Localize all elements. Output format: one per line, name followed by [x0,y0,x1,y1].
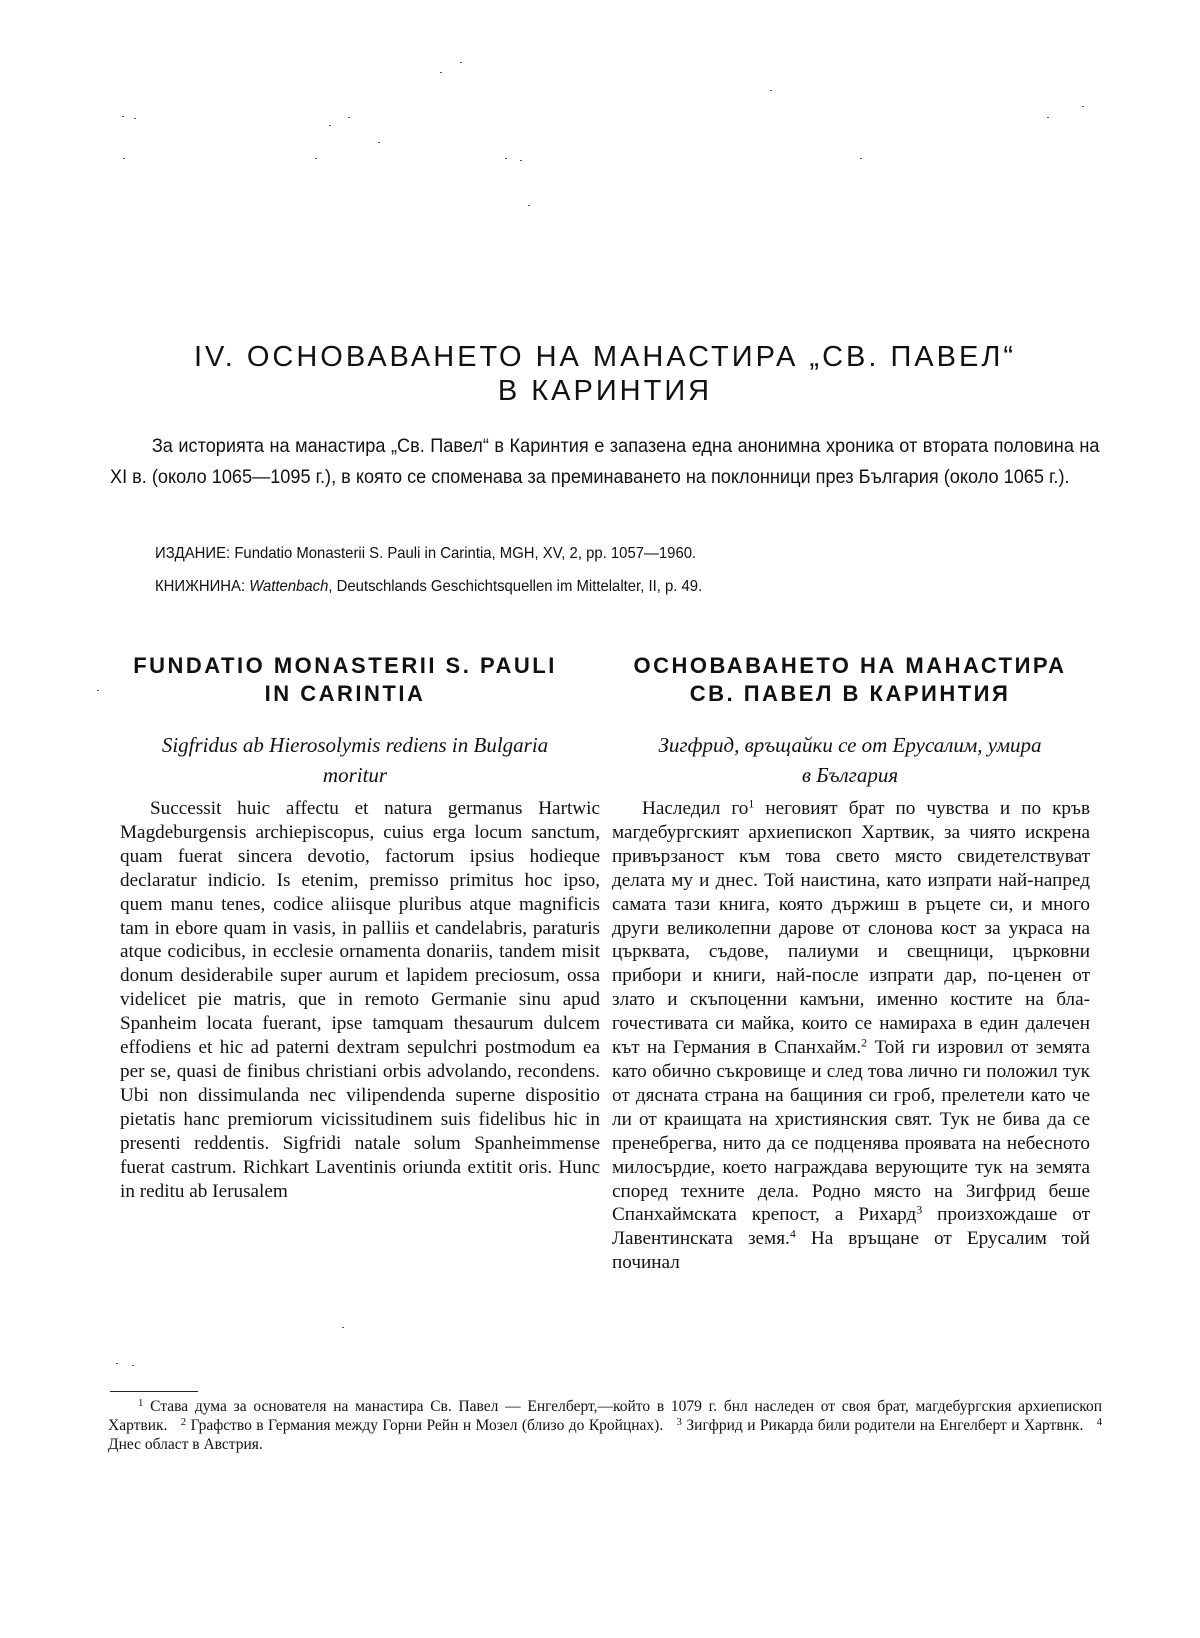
latin-title [100,652,590,708]
bulgarian-body-part: Той ги изровил от земята като обично съкровище и след това лично ги положил тук от дясната страна на бащиния си гроб, прелетели като че ли от краищата на християнския свят. Тук не бива да се пренебрегва, нито да се подценява проявата на небесното милосърдие, което награждава верующите тук на земята според техните дела. Родно място на Зигфрид беше Спанхаймската крепост, а Рихард [612,1037,1090,1226]
scan-speck [860,158,862,159]
literature-label: КНИЖНИНА: [155,578,246,595]
bulgarian-subtitle [605,730,1095,790]
scan-speck [342,1327,344,1328]
latin-title-line2: IN CARINTIA [264,681,426,706]
footnote-ref-2[interactable]: 2 [861,1035,868,1050]
scan-speck [378,142,380,143]
bulgarian-title [605,652,1095,708]
footnote-separator [110,1391,198,1392]
footnote-number: 2 [180,1416,187,1429]
latin-title-line1: FUNDATIO MONASTERII S. PAULI [133,653,557,678]
literature-text: , Deutschlands Geschichtsquellen im Mittelalter, II, p. 49. [328,578,703,595]
footnotes [108,1397,1102,1454]
literature-author: Wattenbach [249,578,329,595]
footnote-text: Зигфрид и Рикарда били родители на Енгелберт и Хартвнк. [686,1417,1084,1434]
scan-speck [123,158,125,159]
bulgarian-subtitle-line2: в България [801,763,899,787]
literature-reference [155,578,702,596]
intro-paragraph: За историята на манастира „Св. Павел“ в Каринтия е запазена една анонимна хроника от втората половина на XI в. (около 1065—1095 г.), в която се споменава за преминаването на поклонници през България (около 1065 г.). [110,435,1100,488]
scan-speck [1047,117,1049,118]
chapter-title-line1: IV. ОСНОВАВАНЕТО НА МАНАСТИРА „СВ. ПАВЕЛ“ [193,341,1017,373]
scan-speck [132,1365,134,1366]
footnote-number: 1 [138,1397,144,1410]
scan-speck [329,125,331,126]
chapter-title-line2: В КАРИНТИЯ [497,375,713,407]
bulgarian-title-line2: СВ. ПАВЕЛ В КАРИНТИЯ [689,681,1011,706]
scan-speck [460,62,462,63]
bulgarian-body-part: неговият брат по чувства и по кръв магдебургският архиепископ Хартвик, за чиято искрена привързаност към това свето място свидетелствуват делата му и днес. Той наистина, като изпрати най-напред самата тази книга, която държиш в ръцете си, и много други великолепни дарове от слонова кост за украса на църквата, съдове, палиуми и свещници, църковни прибори и книги, най-после изпрати дар, по-ценен от злато и скъпоценни камъни, именно костите на благочестивата си майка, които се намираха в един далечен кът на Германия в Спанхайм. [612,798,1091,1059]
footnote-text: Днес област в Австрия. [108,1436,263,1453]
footnote-text: Графство в Германия между Горни Рейн н Мозел (близо до Кройцнах). [190,1417,664,1434]
footnote-text: Става дума за основателя на манастира Св. Павел — Енгелберт,—който в 1079 г. бнл наследен от своя брат, магдебургския архиепископ Хартвик. [108,1398,1102,1434]
bulgarian-body-part: Наследил го [642,798,749,819]
latin-subtitle-line2: moritur [322,763,388,787]
footnote-ref-4[interactable]: 4 [789,1226,796,1241]
scan-speck [122,116,124,117]
scan-speck [1082,106,1084,107]
footnote-ref-3[interactable]: 3 [916,1202,923,1217]
bulgarian-subtitle-line1: Зигфрид, връщайки се от Ерусалим, умира [658,733,1042,757]
edition-label: ИЗДАНИЕ: [155,545,231,562]
bulgarian-title-line1: ОСНОВАВАНЕТО НА МАНАСТИРА [633,653,1067,678]
footnote-ref-1[interactable]: 1 [748,796,755,811]
edition-reference [155,545,696,563]
latin-subtitle-line1: Sigfridus ab Hierosolymis rediens in Bulgaria [161,733,549,757]
footnote-number: 4 [1096,1416,1103,1429]
edition-text: Fundatio Monasterii S. Pauli in Carintia, MGH, XV, 2, pp. 1057—1960. [234,545,697,562]
footnote-number: 3 [676,1416,682,1429]
scan-speck [770,90,772,91]
scan-speck [315,158,317,159]
latin-body-text: Successit huic affectu et natura germanus Hartwic Magdeburgensis archiepiscopus, cuius erga locum sanctum, quam fuerat sincera devotio, factorum ipsius hodieque declaratur indicio. Is etenim, premisso primitus hoc ipso, quem manu tenes, codice aliisque pluribus atque magnificis tam in ebore quam in vasis, in palliis et candelabris, paraturis atque codicibus, in ecclesie ornamenta donariis, tandem misit donum desiderabile super aurum et lapidem preciosum, ossa videlicet pie matris, que in remoto Germanie sinu apud Spanheim locata fuerant, ipse tamquam thesaurum dulcem effodiens et hic ad paterni dextram sepulchri postmodum ea per se, quasi de finibus christiani orbis advolando, recondens. Ubi non dissimulanda nec vilipendenda superne dispositio pietatis hanc premiorum vicissitudinem suis fidelibus hic in presenti reddentis. Sigfridi natale solum Spanheimmense fuerat castrum. Richkart Laventinis oriunda extitit oris. Hunc in reditu ab Ierusalem [120,798,600,1202]
bulgarian-body-text [612,797,1090,1275]
scan-speck [97,690,99,691]
bulgarian-body-part: произхождаше от Лавентинската земя. [612,1204,1090,1250]
scan-speck [520,160,522,161]
scan-speck [116,1363,118,1364]
scan-speck [505,158,507,159]
scan-speck [440,72,442,73]
chapter-title [110,340,1100,408]
latin-subtitle [110,730,600,790]
scan-speck [348,117,350,118]
bulgarian-body-part: На връщане от Ерусалим той починал [612,1228,1090,1274]
scan-speck [528,205,530,206]
scan-speck [134,118,136,119]
